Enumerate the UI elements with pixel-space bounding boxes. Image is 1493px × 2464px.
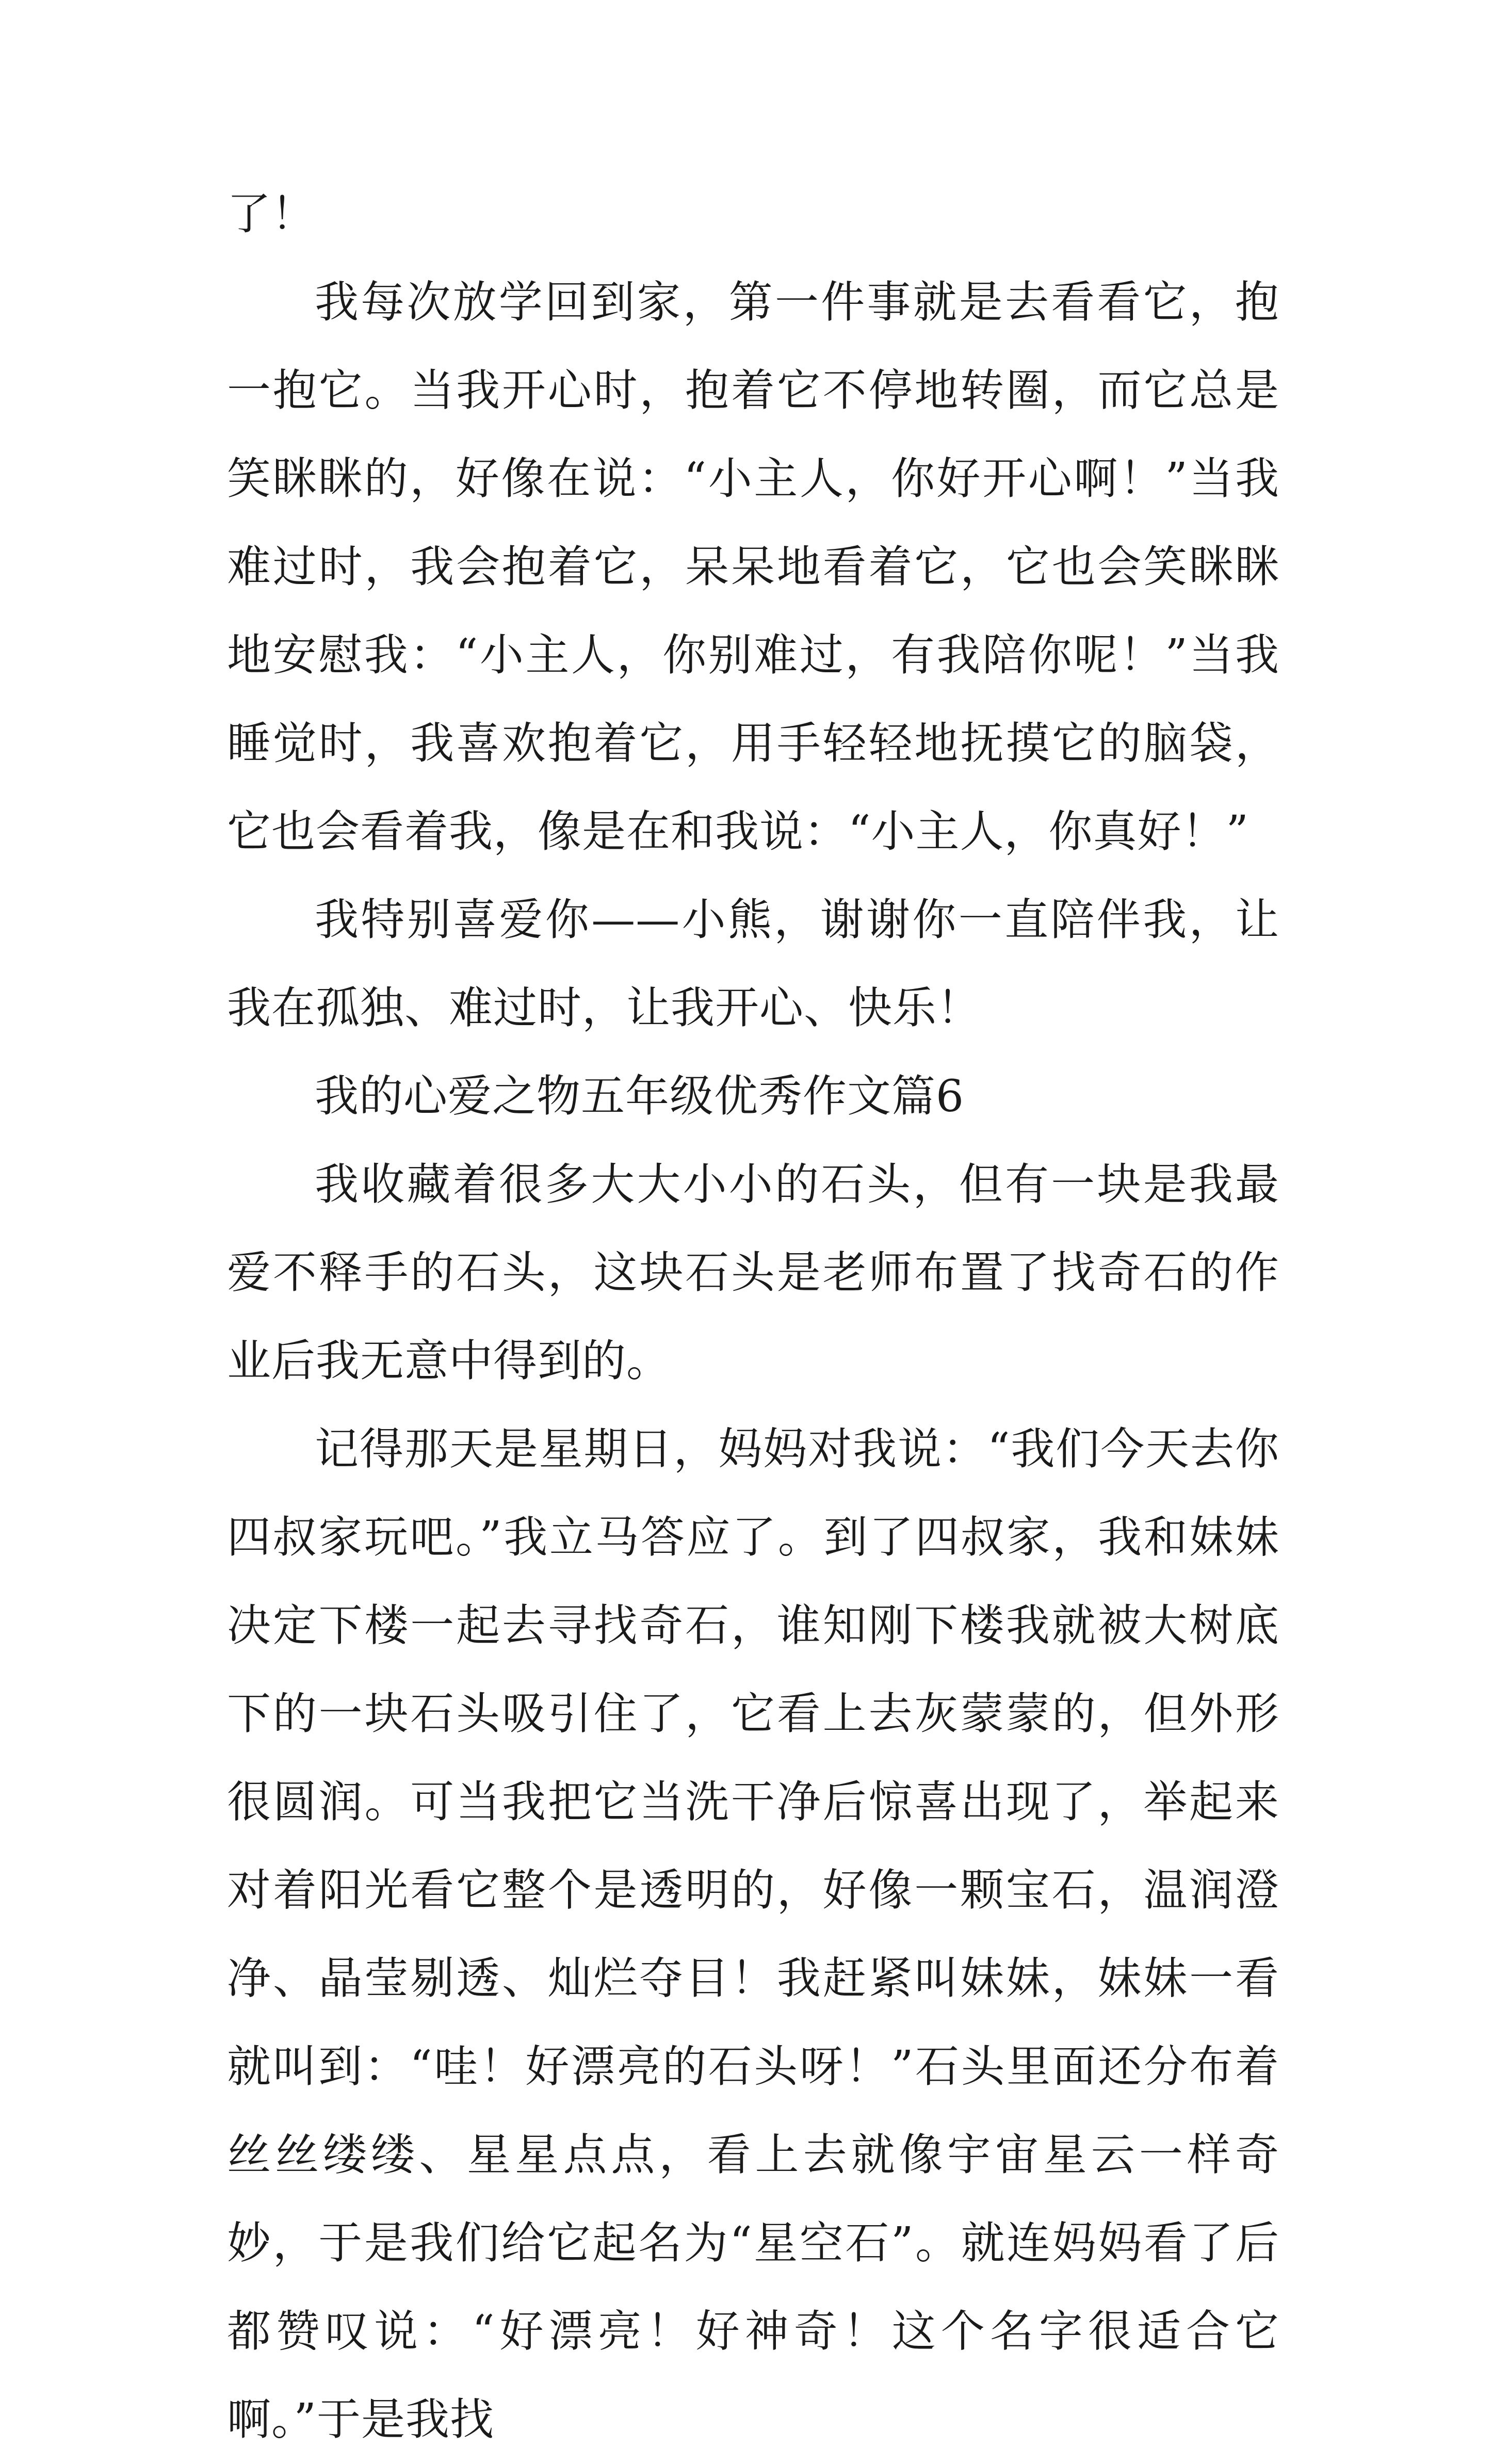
paragraph-continuation: 了！ bbox=[227, 189, 316, 240]
paragraph-star-stone: 记得那天是星期日，妈妈对我说：“我们今天去你四叔家玩吧。”我立马答应了。到了四叔家，我和妹妹决定下楼一起去寻找奇石，谁知刚下楼我就被大树底下的一块石头吸引住了，它看上去灰蒙蒙的，但外形很圆润。可当我把它当洗干净后惊喜出现了，举起来对着阳光看它整个是透明的，好像一颗宝石，温润澄净、晶莹剔透、灿烂夺目！我赶紧叫妹妹，妹妹一看就叫到：“哇！好漂亮的石头呀！”石头里面还分布着丝丝缕缕、星星点点，看上去就像宇宙星云一样奇妙，于是我们给它起名为“星空石”。就连妈妈看了后都赞叹说：“好漂亮！好神奇！这个名字很适合它啊。”于是我找 bbox=[227, 1424, 1279, 2445]
paragraph-stone-collection: 我收藏着很多大大小小的石头，但有一块是我最爱不释手的石头，这块石头是老师布置了找奇石的作业后我无意中得到的。 bbox=[227, 1159, 1279, 1387]
essay-title: 我的心爱之物五年级优秀作文篇6 bbox=[315, 1071, 965, 1122]
paragraph-hugging-bear: 我每次放学回到家，第一件事就是去看看它，抱一抱它。当我开心时，抱着它不停地转圈，而它总是笑眯眯的，好像在说：“小主人，你好开心啊！”当我难过时，我会抱着它，呆呆地看着它，它也会笑眯眯地安慰我：“小主人，你别难过，有我陪你呢！”当我睡觉时，我喜欢抱着它，用手轻轻地抚摸它的脑袋，它也会看着我，像是在和我说：“小主人，你真好！” bbox=[227, 277, 1279, 857]
paragraph-thanks-bear: 我特别喜爱你——小熊，谢谢你一直陪伴我，让我在孤独、难过时，让我开心、快乐！ bbox=[227, 895, 1279, 1034]
article-body bbox=[227, 170, 1279, 2464]
